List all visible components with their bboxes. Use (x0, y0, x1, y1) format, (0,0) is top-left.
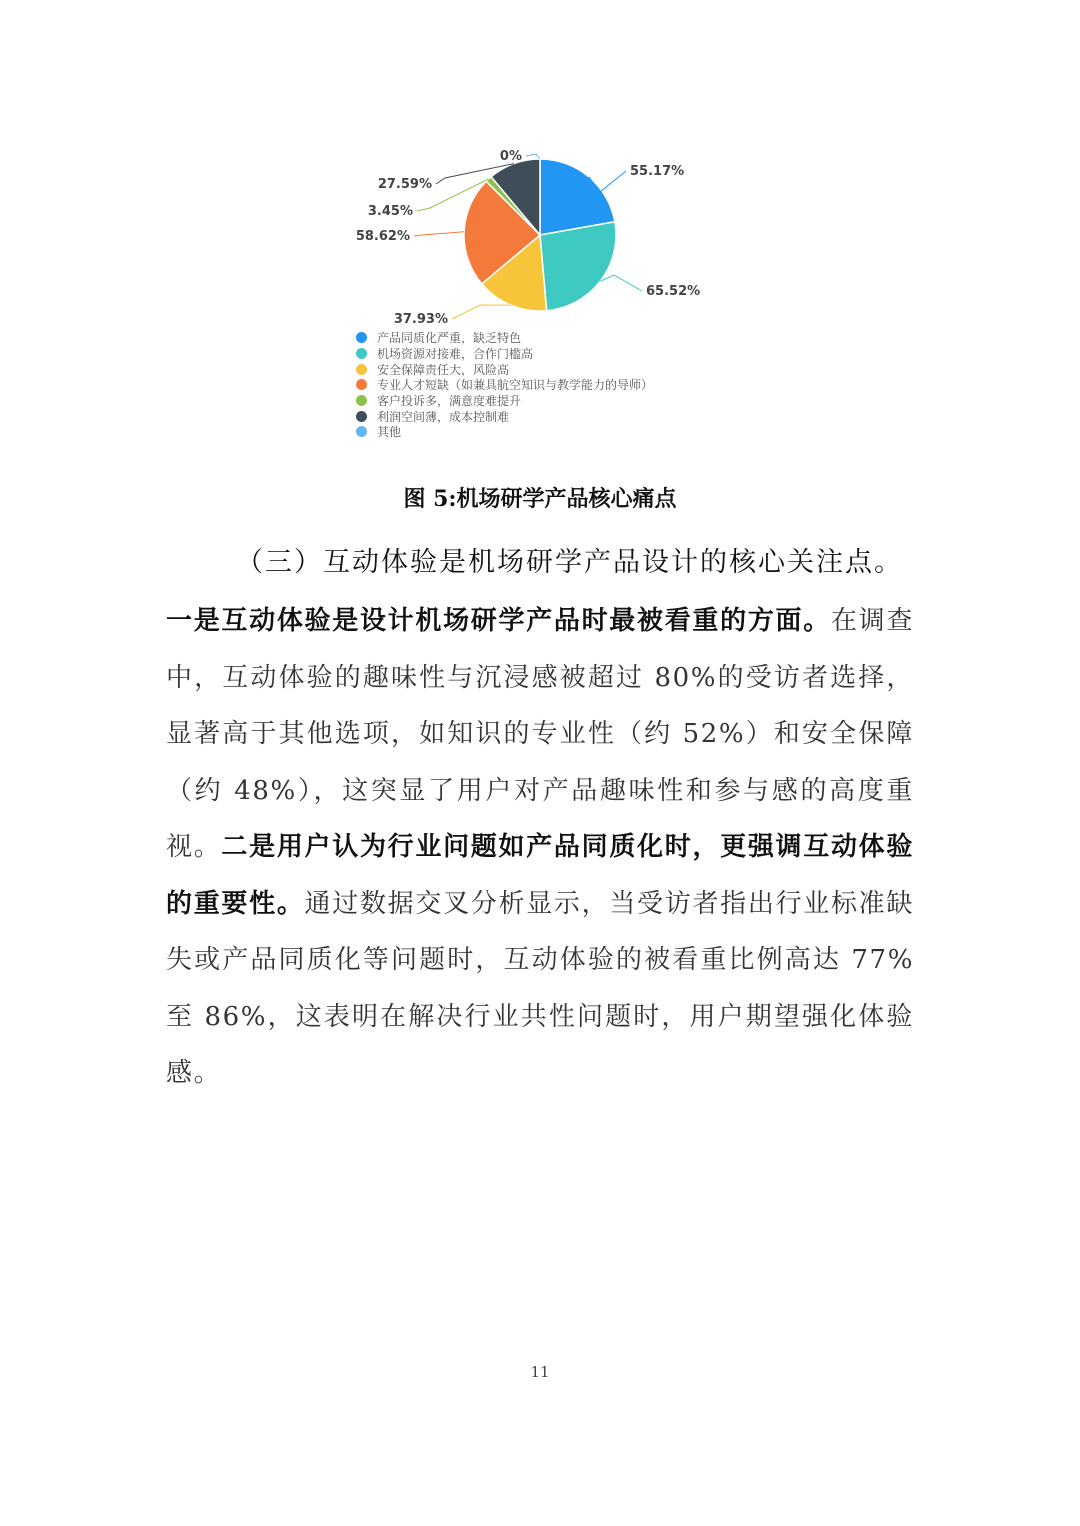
leader-line (414, 232, 464, 236)
legend-swatch (356, 411, 367, 422)
slice-value-label: 3.45% (367, 204, 413, 219)
legend-label: 其他 (377, 425, 402, 440)
legend-swatch (356, 332, 367, 343)
legend-label: 产品同质化严重，缺乏特色 (377, 331, 522, 346)
legend-item (356, 330, 653, 346)
paragraph-text-1: 在调查中，互动体验的趣味性与沉浸感被超过 80%的受访者选择，显著高于其他选项，如知识的专业性（约 52%）和安全保障（约 48%），这突显了用户对产品趣味性和参与感的高度重视。 (166, 606, 914, 862)
legend-label: 机场资源对接难，合作门槛高 (377, 347, 534, 362)
slice-value-label: 55.17% (630, 164, 685, 179)
legend-swatch (356, 364, 367, 375)
legend-item (356, 377, 653, 393)
slice-value-label: 27.59% (377, 177, 432, 192)
legend-swatch (356, 379, 367, 390)
bold-statement-2: 二是用户认为行业问题如产品同质化时，更强调互动体验的重要性。 (166, 832, 914, 919)
pie-chart (330, 140, 750, 327)
slice-value-label: 37.93% (393, 312, 448, 327)
legend-item (356, 408, 653, 424)
paragraph-text-2: 通过数据交叉分析显示，当受访者指出行业标准缺失或产品同质化等问题时，互动体验的被看重比例高达 77%至 86%，这表明在解决行业共性问题时，用户期望强化体验感。 (166, 888, 914, 1088)
legend-item (356, 361, 653, 377)
legend-label: 专业人才短缺（如兼具航空知识与教学能力的导师） (377, 378, 654, 393)
legend-label: 客户投诉多，满意度难提升 (377, 394, 522, 409)
leader-line (452, 305, 511, 319)
slice-value-label: 58.62% (355, 229, 410, 244)
body-paragraph (166, 593, 914, 1102)
legend-label: 利润空间薄，成本控制难 (377, 409, 510, 424)
slice-value-label: 0% (499, 149, 522, 164)
bold-statement-1: 一是互动体验是设计机场研学产品时最被看重的方面。 (166, 606, 831, 636)
legend-swatch (356, 395, 367, 406)
leader-line (526, 154, 540, 159)
legend-swatch (356, 348, 367, 359)
legend-item (356, 346, 653, 362)
figure-caption: 图 5:机场研学产品核心痛点 (403, 486, 677, 512)
legend-label: 安全保障责任大，风险高 (377, 362, 510, 377)
legend-item (356, 424, 653, 440)
slice-value-label: 65.52% (646, 284, 701, 299)
leader-line (600, 275, 642, 291)
legend-item (356, 393, 653, 409)
pie-slice (540, 222, 616, 311)
chart-legend (356, 330, 653, 440)
section-heading: （三）互动体验是机场研学产品设计的核心关注点。 (236, 547, 903, 578)
legend-swatch (356, 426, 367, 437)
page-number: 11 (530, 1363, 550, 1381)
